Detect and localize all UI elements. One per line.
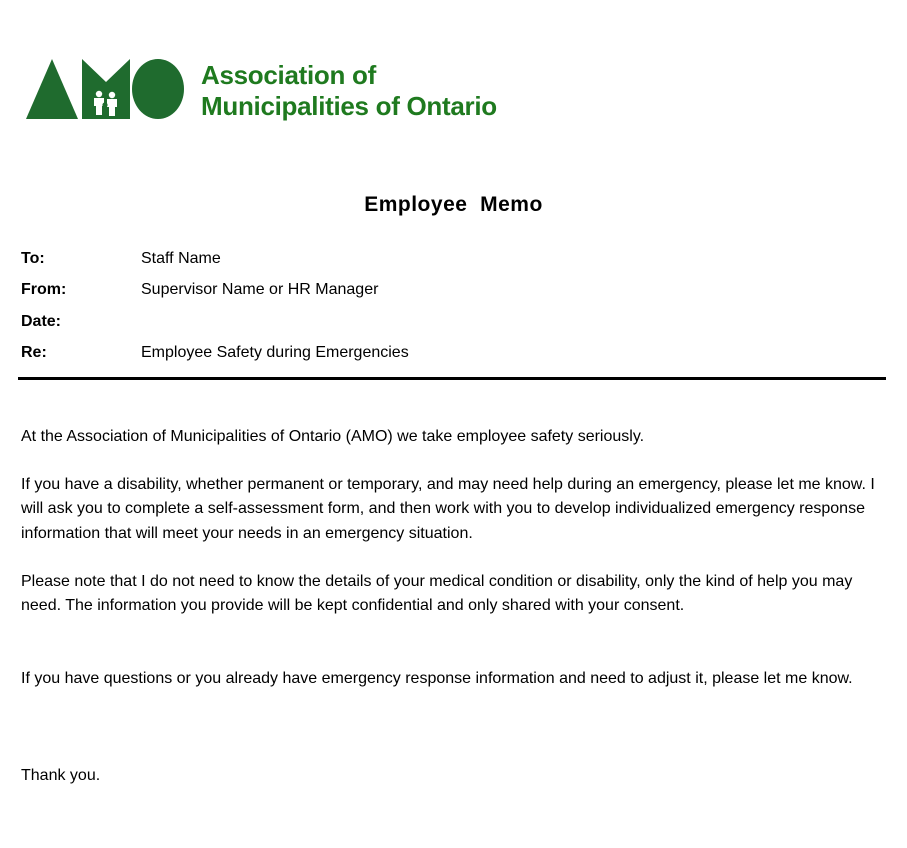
body-paragraph-2: If you have a disability, whether permanent or temporary, and may need help during an emergency, please let me know. I will ask you to complete a self-assessment form, and then work with you to develop individualized emergency response information that will meet your needs in an emergency situation. xyxy=(21,476,875,542)
re-label: Re: xyxy=(21,344,47,361)
to-label: To: xyxy=(21,250,45,267)
from-value: Supervisor Name or HR Manager xyxy=(141,281,379,298)
date-label: Date: xyxy=(21,313,62,330)
amo-logo xyxy=(26,58,506,130)
organization-name-line-1: Association of xyxy=(201,60,376,90)
memo-title: Employee Memo xyxy=(364,193,543,216)
organization-name-line-2: Municipalities of Ontario xyxy=(201,91,497,121)
to-value: Staff Name xyxy=(141,250,221,267)
from-label: From: xyxy=(21,281,67,298)
re-value: Employee Safety during Emergencies xyxy=(141,344,409,361)
organization-name xyxy=(201,60,497,122)
body-paragraph-4: If you have questions or you already have emergency response information and need to adjust it, please let me know. xyxy=(21,670,853,687)
amo-logo-mark-icon xyxy=(26,58,186,120)
body-paragraph-3: Please note that I do not need to know the details of your medical condition or disability, only the kind of help you may need. The information you provide will be kept confidential and only shared with your consent. xyxy=(21,573,853,615)
header-divider xyxy=(18,377,886,380)
closing-line: Thank you. xyxy=(21,767,101,784)
body-paragraph-1: At the Association of Municipalities of Ontario (AMO) we take employee safety seriously. xyxy=(21,428,645,445)
